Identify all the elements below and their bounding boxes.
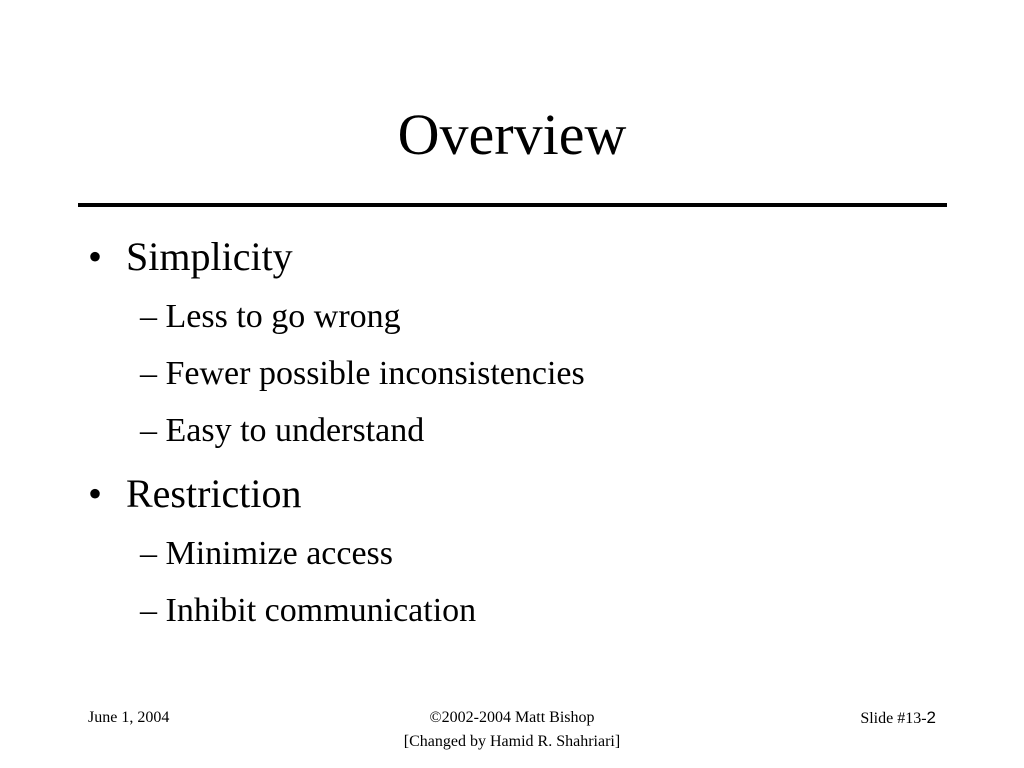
sub-bullet-marker: –	[140, 298, 157, 335]
bullet-marker: •	[88, 234, 103, 279]
sub-bullet-marker: –	[140, 592, 157, 629]
sub-bullet-item	[140, 411, 424, 451]
sub-bullet-marker: –	[140, 412, 157, 449]
bullet-text: Restriction	[126, 471, 302, 516]
slide-number: 2	[926, 708, 936, 727]
sub-bullet-item	[140, 591, 476, 631]
footer-slide-number	[860, 706, 936, 731]
sub-bullet-text: Less to go wrong	[165, 298, 401, 335]
sub-bullet-marker: –	[140, 355, 157, 392]
footer-changed-by: [Changed by Hamid R. Shahriari]	[403, 733, 621, 750]
slide-title: Overview	[397, 102, 627, 167]
footer-date: June 1, 2004	[88, 709, 170, 726]
sub-bullet-item	[140, 354, 585, 394]
slide-number-prefix: Slide #13-	[860, 710, 927, 727]
footer-credits	[362, 706, 662, 754]
sub-bullet-marker: –	[140, 535, 157, 572]
sub-bullet-text: Fewer possible inconsistencies	[165, 355, 585, 392]
sub-bullet-item	[140, 534, 393, 574]
bullet-marker: •	[88, 471, 103, 516]
sub-bullet-item	[140, 297, 401, 337]
sub-bullet-text: Easy to understand	[165, 412, 425, 449]
bullet-item	[88, 470, 302, 518]
sub-bullet-text: Inhibit communication	[165, 592, 477, 629]
bullet-item	[88, 233, 293, 281]
sub-bullet-text: Minimize access	[165, 535, 394, 572]
bullet-text: Simplicity	[126, 234, 293, 279]
footer-copyright: ©2002-2004 Matt Bishop	[429, 709, 595, 726]
